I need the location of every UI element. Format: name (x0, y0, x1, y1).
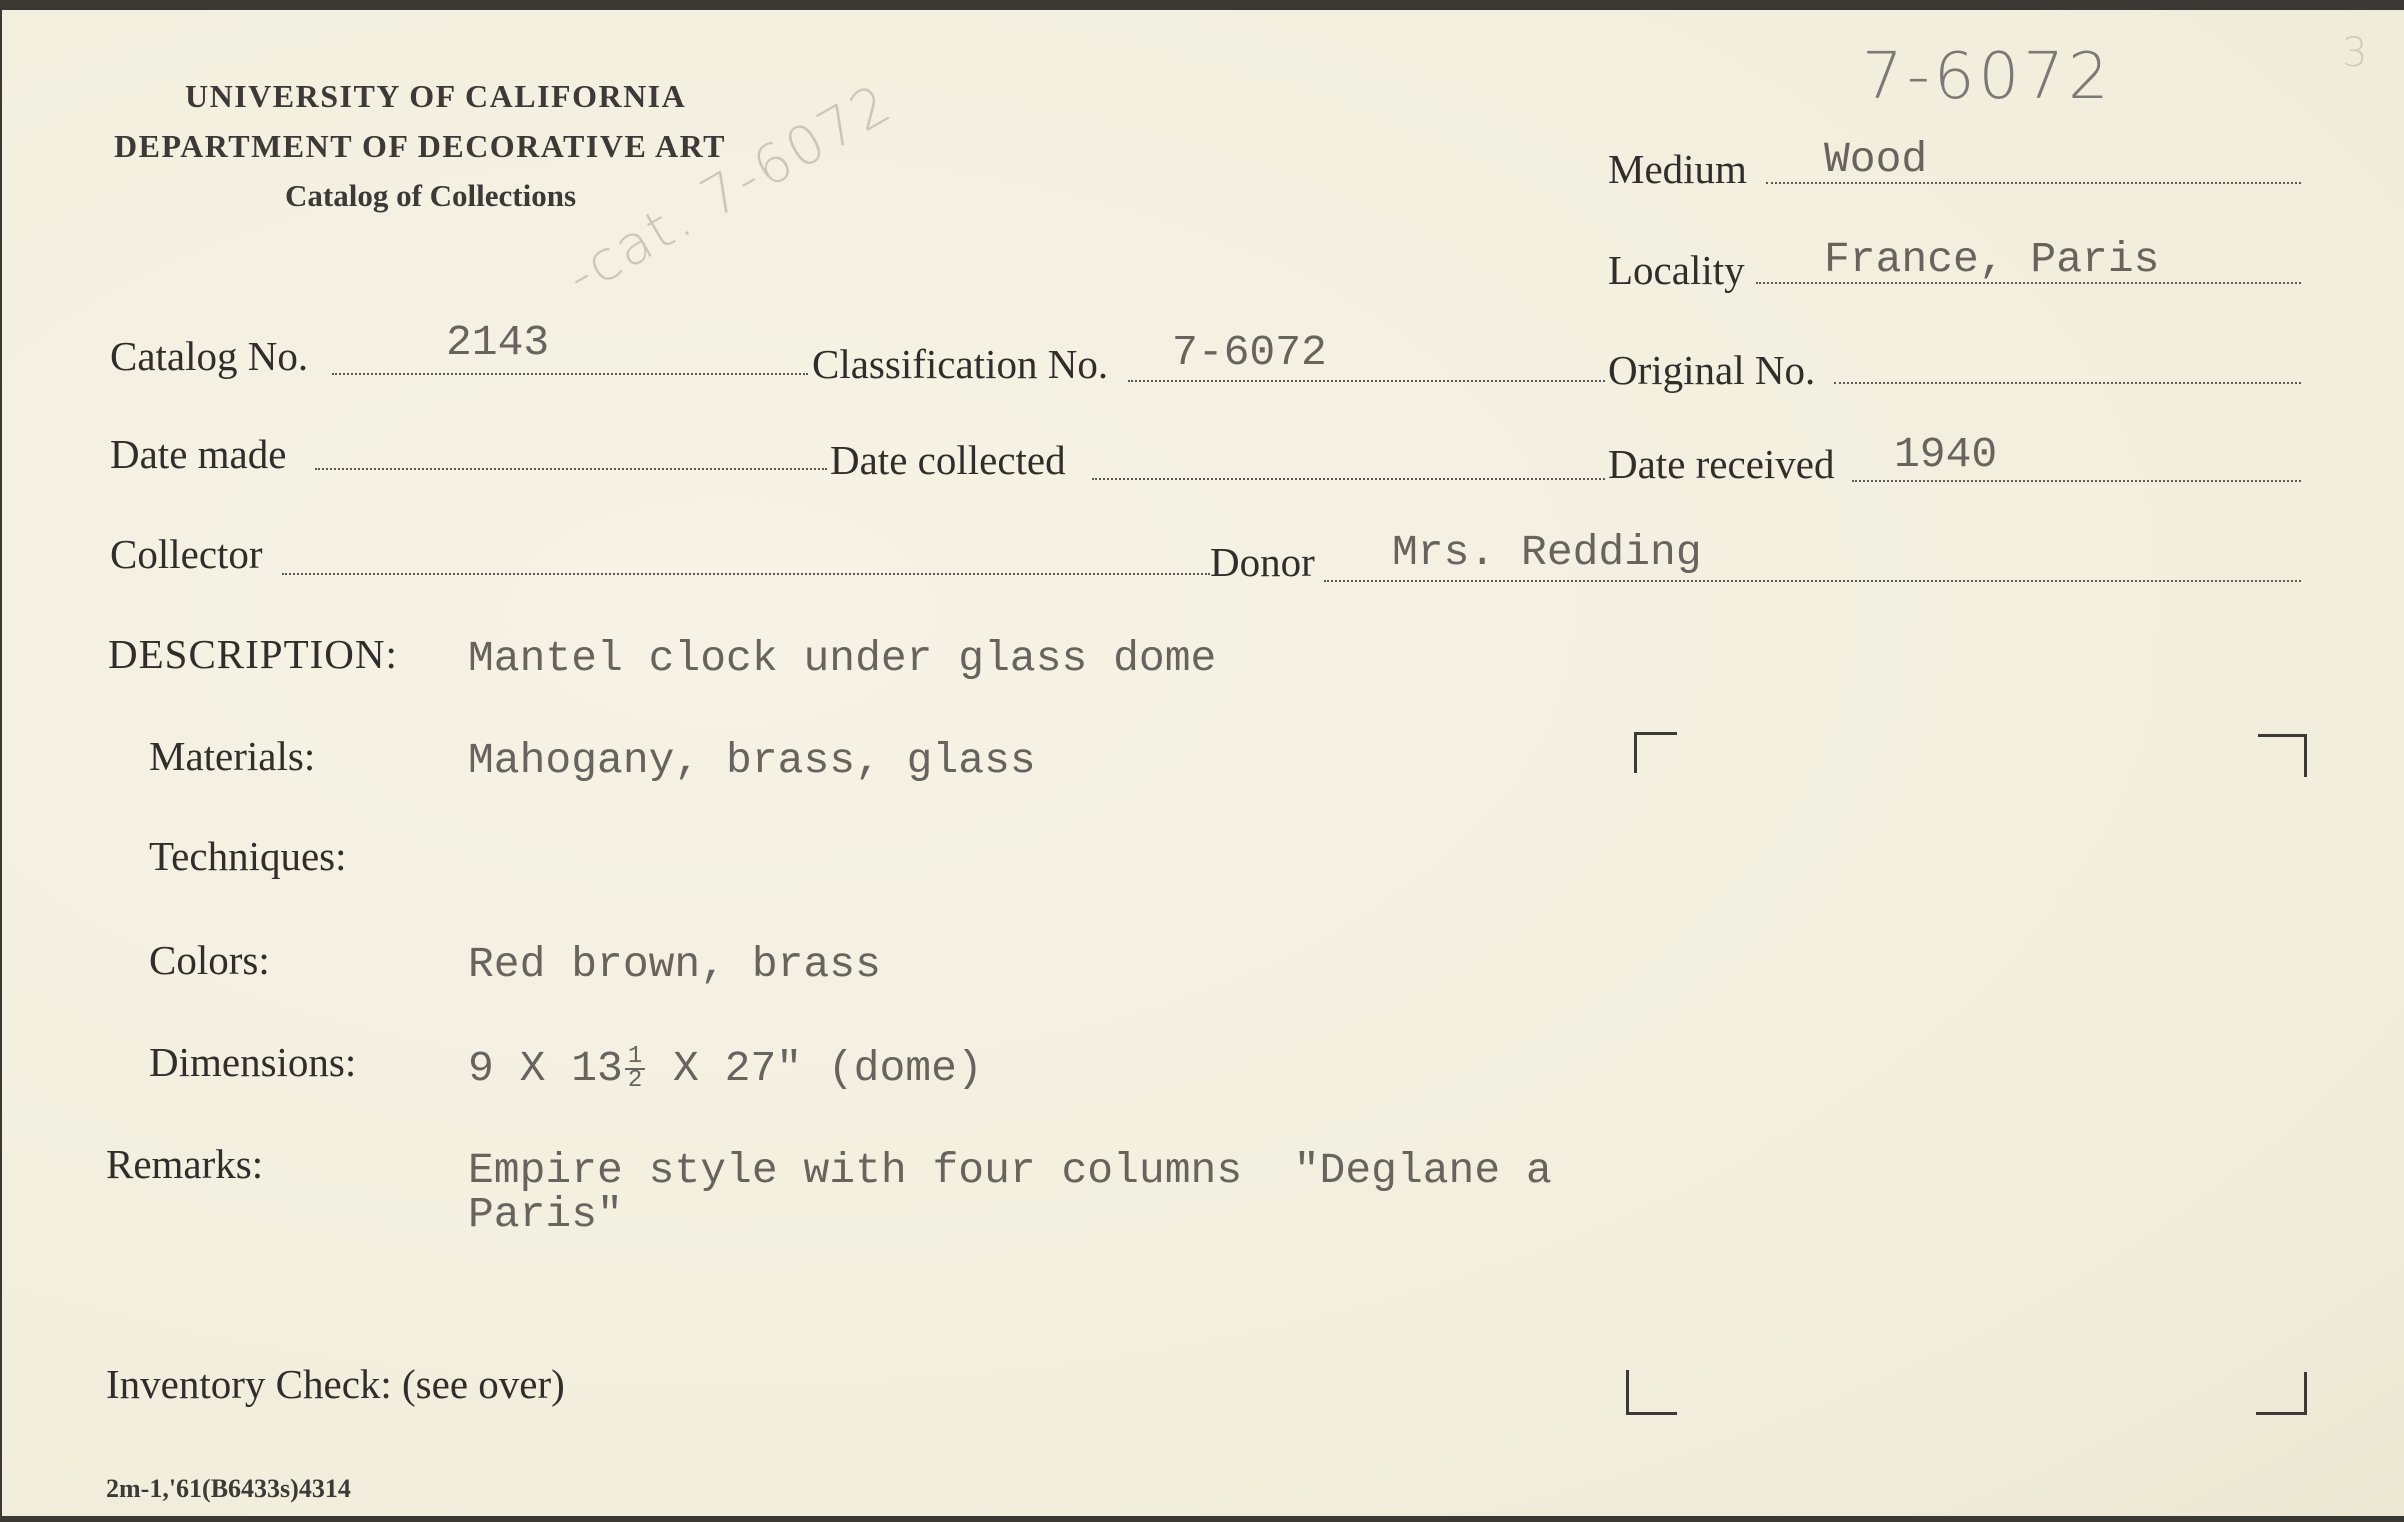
dimensions-label: Dimensions: (149, 1039, 357, 1085)
description-label: DESCRIPTION: (108, 631, 398, 677)
catalog-no-value: 2143 (446, 318, 550, 367)
colors-label: Colors: (149, 937, 270, 983)
date-made-label: Date made (110, 431, 287, 477)
colors-value: Red brown, brass (468, 940, 881, 989)
materials-value: Mahogany, brass, glass (468, 736, 1036, 785)
bracket-top-left (1634, 732, 1677, 773)
dimensions-value (468, 1044, 983, 1093)
techniques-label: Techniques: (149, 833, 347, 879)
classification-no-label: Classification No. (812, 341, 1109, 387)
bracket-top-right (2258, 734, 2307, 777)
medium-value: Wood (1824, 135, 1928, 184)
remarks-line-1: Empire style with four columns "Deglane a (468, 1146, 1552, 1195)
dimensions-value-a: 9 X 13 (468, 1044, 623, 1093)
handwritten-top-number: 7-6072 (1862, 40, 2113, 114)
inventory-check-label: Inventory Check: (see over) (106, 1361, 565, 1407)
corner-pencil-mark: 3 (2342, 30, 2368, 76)
footer-form-code: 2m-1,'61(B6433s)4314 (106, 1474, 351, 1503)
date-received-label: Date received (1608, 441, 1835, 487)
fraction-numerator: 1 (625, 1046, 645, 1070)
original-no-label: Original No. (1608, 347, 1816, 393)
handwritten-diagonal-note: -cat. 7-6072 (555, 70, 904, 308)
collector-line (282, 573, 1210, 575)
catalog-no-label: Catalog No. (110, 333, 309, 379)
donor-label: Donor (1210, 539, 1315, 585)
collector-label: Collector (110, 531, 263, 577)
bracket-bottom-right (2256, 1372, 2307, 1415)
date-collected-label: Date collected (830, 437, 1066, 483)
donor-value: Mrs. Redding (1392, 528, 1702, 577)
date-made-line (315, 468, 827, 470)
locality-label: Locality (1608, 247, 1745, 293)
classification-no-line (1128, 380, 1605, 382)
donor-line (1324, 580, 2301, 582)
dimensions-fraction (625, 1042, 645, 1094)
catalog-no-line (332, 373, 808, 375)
date-received-value: 1940 (1894, 430, 1998, 479)
remarks-line-2: Paris" (468, 1190, 623, 1239)
header-catalog-of-collections: Catalog of Collections (285, 178, 577, 213)
remarks-label: Remarks: (106, 1141, 264, 1187)
catalog-card (2, 10, 2404, 1516)
date-collected-line (1092, 478, 1605, 480)
date-received-line (1852, 480, 2301, 482)
classification-no-value: 7-6072 (1172, 328, 1327, 377)
bracket-bottom-left (1626, 1370, 1677, 1415)
header-university: UNIVERSITY OF CALIFORNIA (185, 78, 687, 114)
locality-value: France, Paris (1824, 235, 2160, 284)
original-no-line (1834, 382, 2301, 384)
materials-label: Materials: (149, 733, 316, 779)
dimensions-value-b: X 27" (dome) (647, 1044, 983, 1093)
header-department: DEPARTMENT OF DECORATIVE ART (114, 128, 726, 164)
description-value: Mantel clock under glass dome (468, 634, 1217, 683)
fraction-denominator: 2 (627, 1066, 643, 1094)
medium-label: Medium (1608, 146, 1747, 192)
